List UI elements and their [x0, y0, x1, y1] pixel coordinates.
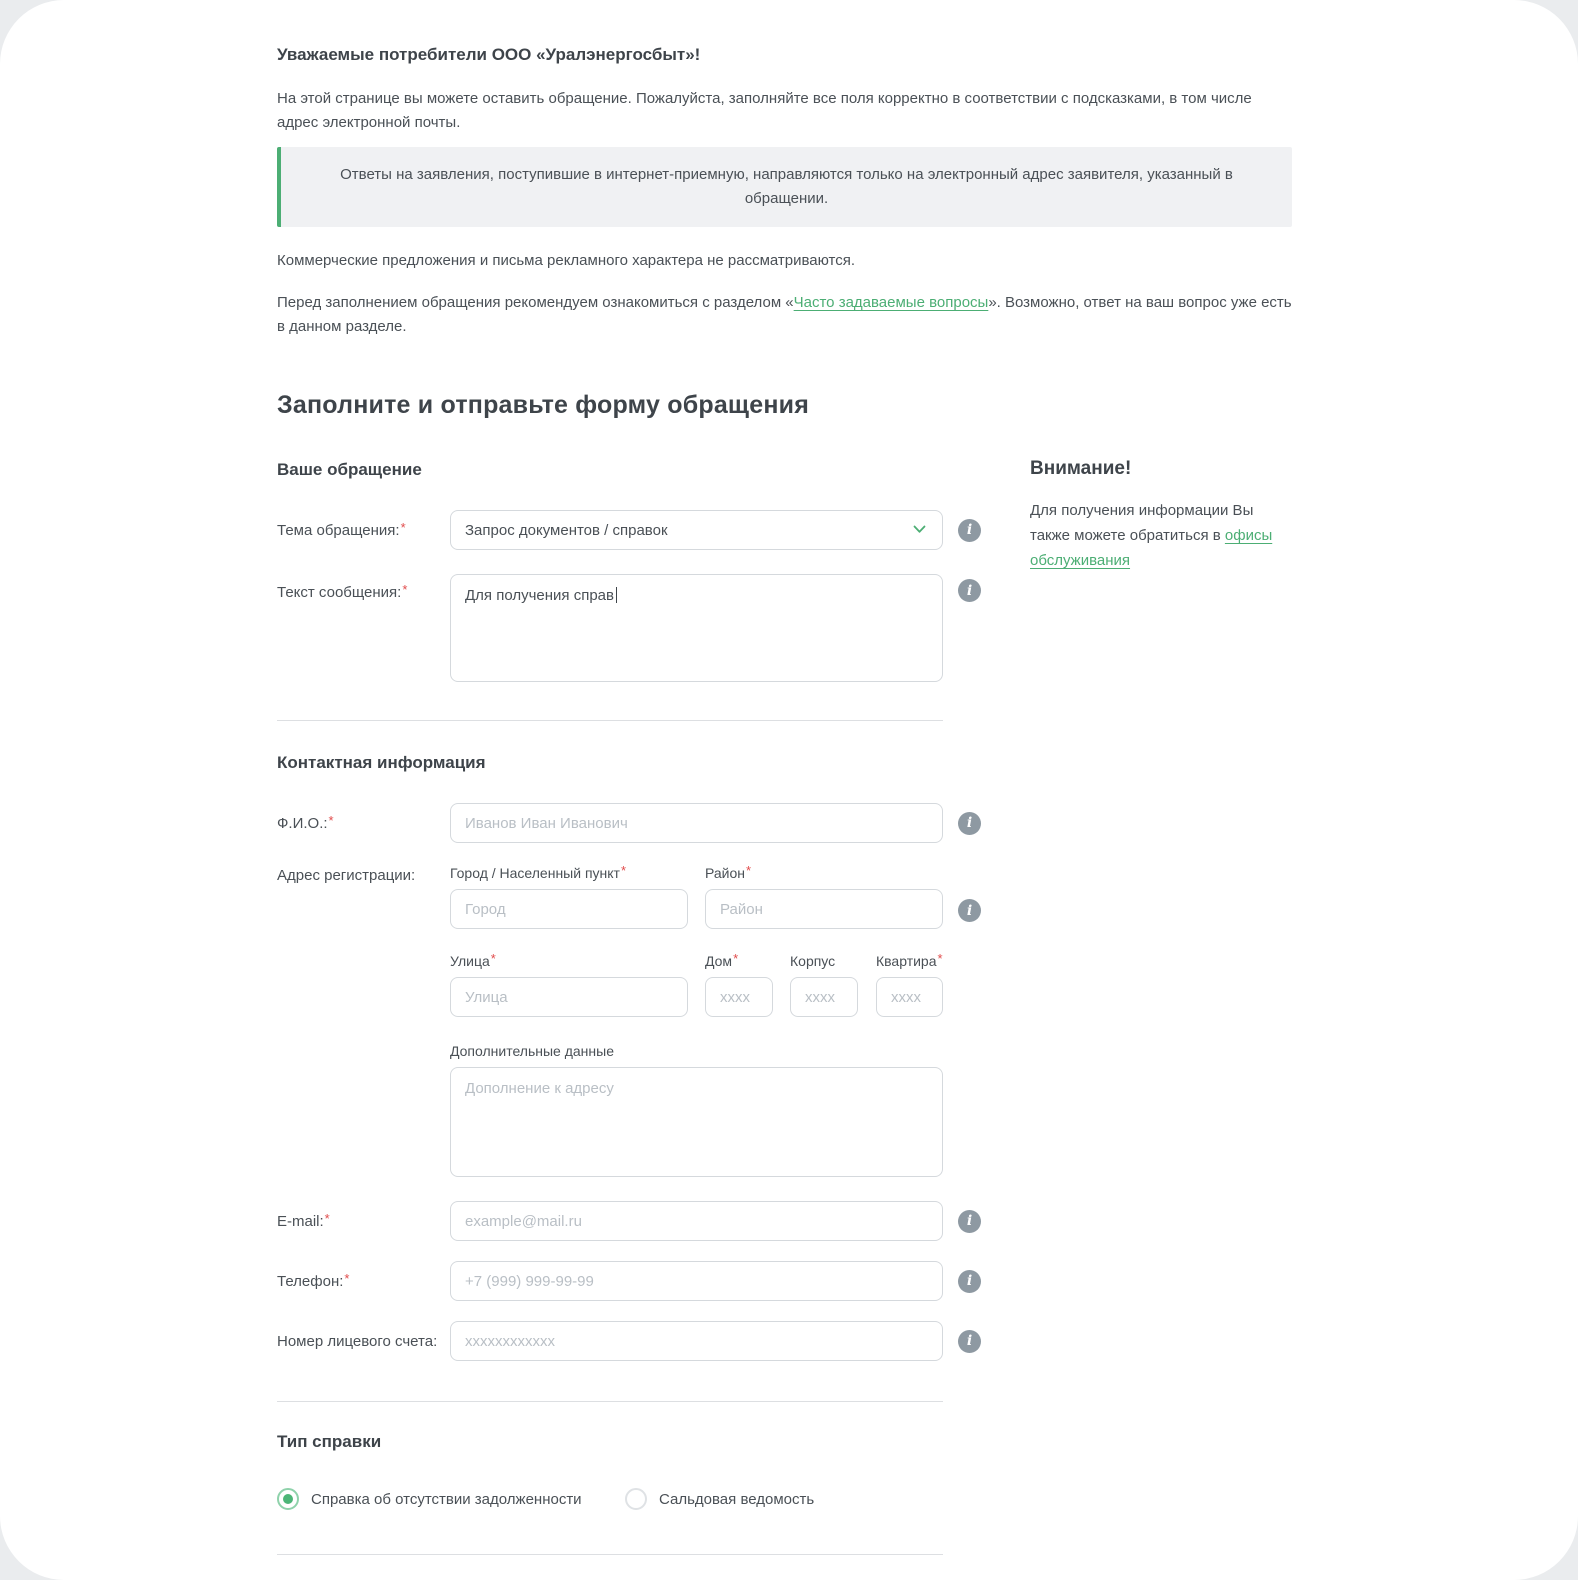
section-your-appeal: Ваше обращение [277, 460, 422, 479]
house-label: Дом* [705, 951, 739, 969]
required-mark: * [746, 863, 752, 878]
additional-data-label: Дополнительные данные [450, 1043, 614, 1059]
account-label: Номер лицевого счета: [277, 1332, 438, 1350]
message-row [277, 574, 943, 682]
building-input[interactable] [790, 977, 858, 1017]
service-offices-link[interactable]: офисы обслуживания [1030, 527, 1273, 569]
info-icon[interactable] [958, 579, 981, 602]
building-label: Корпус [790, 953, 836, 969]
commercial-note: Коммерческие предложения и письма рекламного характера не рассматриваются. [277, 252, 856, 269]
required-mark: * [733, 951, 739, 966]
message-textarea[interactable] [450, 574, 943, 682]
email-input[interactable] [450, 1201, 943, 1241]
intro-text: На этой странице вы можете оставить обращение. Пожалуйста, заполняйте все поля корректно в соответствии с подсказками, в том числе адрес электронной почты. [277, 90, 1252, 131]
required-mark: * [344, 1270, 350, 1286]
apartment-label: Квартира* [876, 951, 943, 969]
topic-label: Тема обращения:* [277, 519, 406, 539]
radio-label: Сальдовая ведомость [659, 1490, 815, 1508]
info-icon[interactable] [958, 519, 981, 542]
street-label: Улица* [450, 951, 496, 969]
house-input[interactable] [705, 977, 773, 1017]
topic-select-value: Запрос документов / справок [465, 521, 668, 539]
required-mark: * [402, 582, 408, 597]
city-label: Город / Населенный пункт* [450, 863, 627, 881]
email-label: E-mail:* [277, 1210, 330, 1230]
phone-row [277, 1261, 943, 1301]
notice-text: Ответы на заявления, поступившие в интернет-приемную, направляются только на электронный адрес заявителя, указанный в обращении. [340, 166, 1233, 207]
account-input[interactable] [450, 1321, 943, 1361]
required-mark: * [490, 951, 496, 966]
radio-unselected-icon [625, 1488, 647, 1510]
attention-panel [1030, 458, 1292, 573]
info-icon[interactable] [958, 1270, 981, 1293]
info-icon[interactable] [958, 812, 981, 835]
attention-text-before: Для получения информации Вы также можете обратиться в [1030, 502, 1254, 544]
fio-row [277, 803, 943, 843]
additional-data-textarea[interactable] [450, 1067, 943, 1177]
address-row [277, 865, 943, 1177]
topic-select[interactable] [450, 510, 943, 550]
district-input[interactable] [705, 889, 943, 929]
section-certificate-type: Тип справки [277, 1432, 382, 1451]
form-title: Заполните и отправьте форму обращения [277, 391, 809, 419]
radio-selected-icon [277, 1488, 299, 1510]
account-row [277, 1321, 943, 1361]
attention-title: Внимание! [1030, 458, 1132, 479]
required-mark: * [937, 951, 943, 966]
phone-input[interactable] [450, 1261, 943, 1301]
section-divider [277, 1401, 943, 1402]
faq-note-before: Перед заполнением обращения рекомендуем ознакомиться с разделом « [277, 294, 794, 311]
page-title: Уважаемые потребители ООО «Уралэнергосбыт»! [277, 45, 701, 64]
chevron-down-icon [913, 525, 926, 534]
text-cursor [616, 587, 617, 603]
required-mark: * [400, 519, 406, 535]
apartment-input[interactable] [876, 977, 943, 1017]
section-divider [277, 1554, 943, 1555]
district-label: Район* [705, 863, 752, 881]
required-mark: * [620, 863, 627, 878]
faq-note-after: ». Возможно, ответ на ваш вопрос уже есть в данном разделе. [277, 294, 1292, 335]
phone-label: Телефон:* [277, 1270, 350, 1290]
attention-text [1030, 498, 1292, 573]
section-divider [277, 720, 943, 721]
radio-no-debt-certificate[interactable] [277, 1488, 625, 1510]
additional-data-placeholder: Дополнение к адресу [465, 1080, 614, 1097]
email-row [277, 1201, 943, 1241]
message-label: Текст сообщения:* [277, 582, 408, 601]
required-mark: * [324, 1210, 330, 1226]
street-input[interactable] [450, 977, 688, 1017]
radio-balance-sheet[interactable] [625, 1488, 814, 1510]
faq-note [277, 291, 1292, 339]
info-icon[interactable] [958, 1330, 981, 1353]
certificate-options [277, 1488, 943, 1510]
message-text: Для получения справ [465, 587, 614, 604]
address-label: Адрес регистрации: [277, 867, 416, 884]
radio-label: Справка об отсутствии задолженности [311, 1490, 582, 1508]
faq-link[interactable]: Часто задаваемые вопросы [793, 294, 989, 311]
notice-box [277, 147, 1292, 227]
fio-label: Ф.И.О.:* [277, 812, 334, 832]
section-contact-info: Контактная информация [277, 753, 486, 772]
topic-row [277, 510, 943, 550]
required-mark: * [328, 812, 334, 828]
fio-input[interactable] [450, 803, 943, 843]
info-icon[interactable] [958, 899, 981, 922]
info-icon[interactable] [958, 1210, 981, 1233]
city-input[interactable] [450, 889, 688, 929]
